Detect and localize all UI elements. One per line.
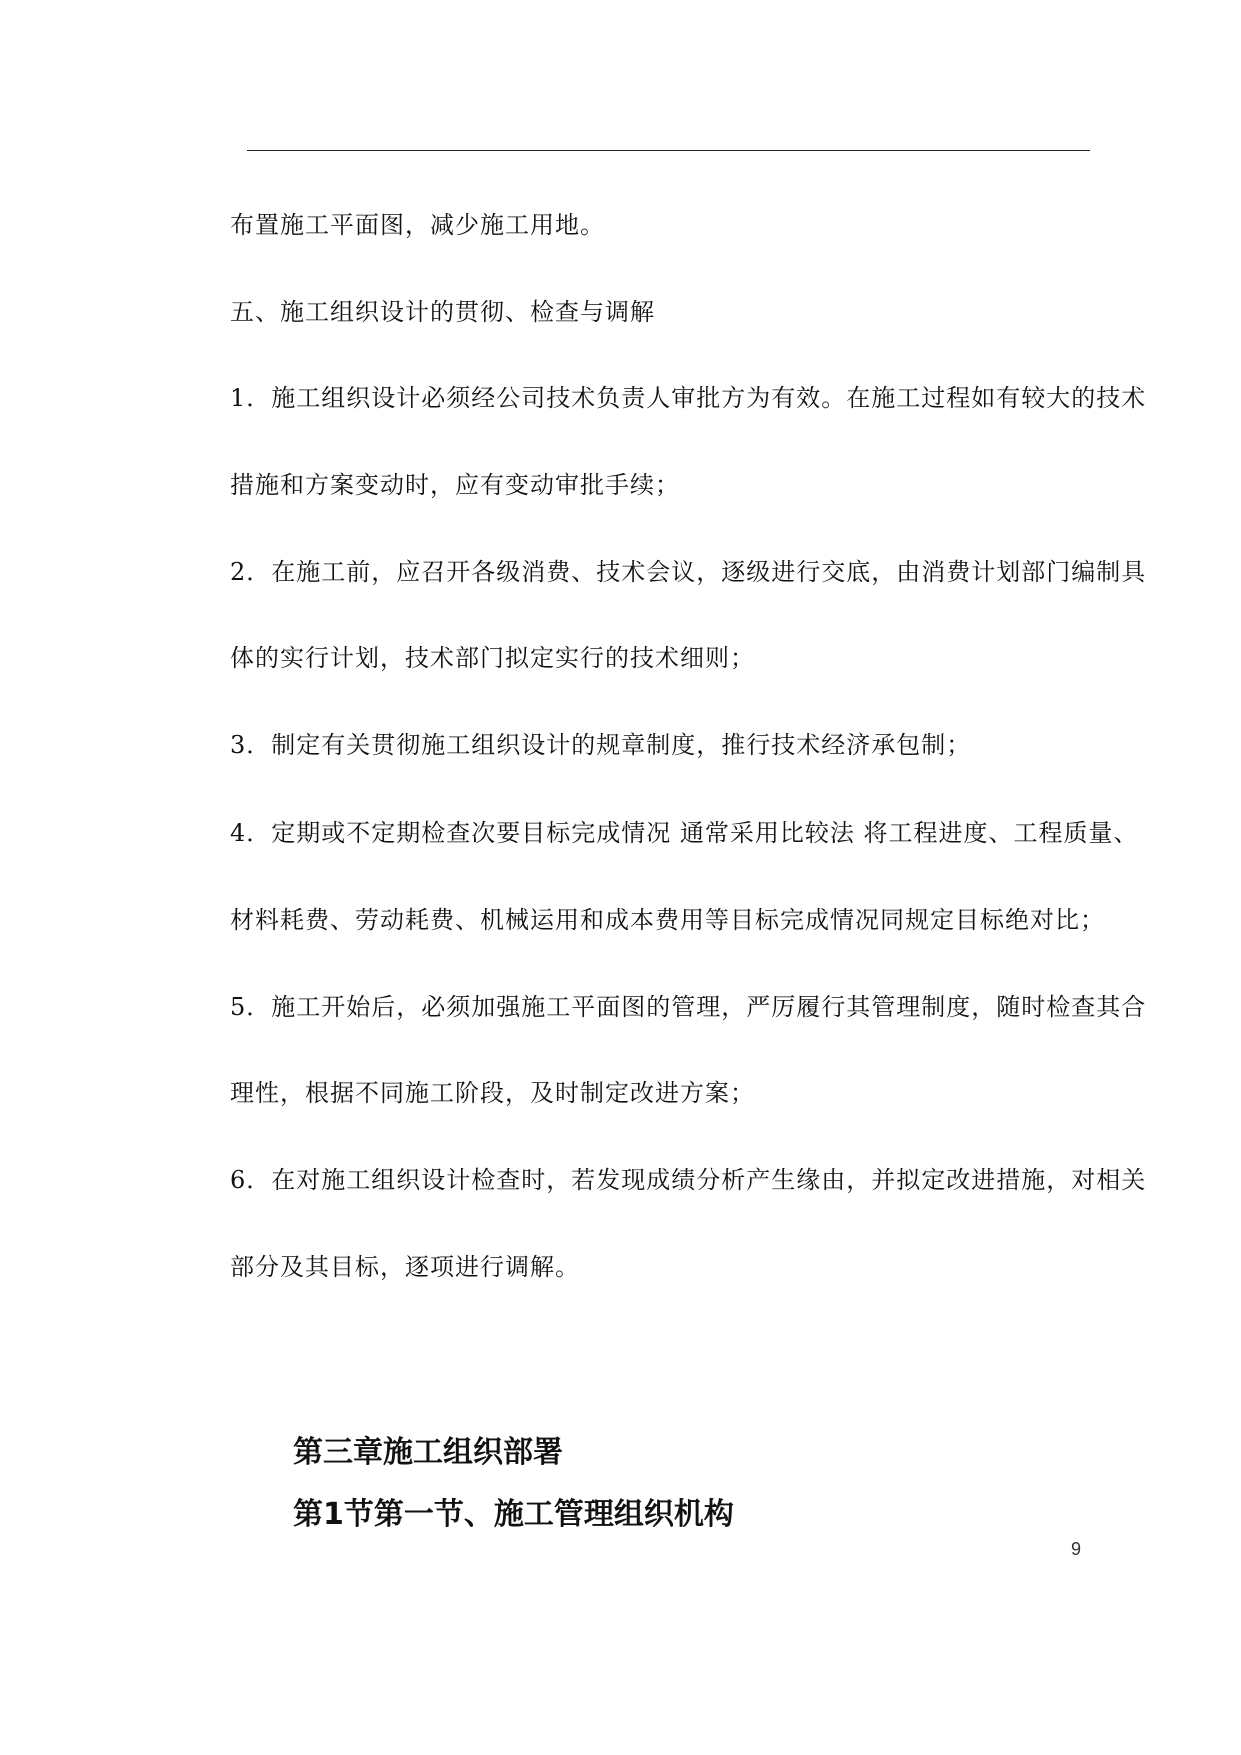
paragraph-line: 2．在施工前，应召开各级消费、技术会议，逐级进行交底，由消费计划部门编制具 — [230, 558, 1147, 586]
paragraph-line: 布置施工平面图，减少施工用地。 — [230, 211, 605, 239]
page-number: 9 — [1071, 1539, 1082, 1559]
section-title: 第1节第一节、施工管理组织机构 — [293, 1497, 734, 1532]
paragraph-line: 3．制定有关贯彻施工组织设计的规章制度，推行技术经济承包制； — [230, 731, 972, 759]
paragraph-line: 6．在对施工组织设计检查时，若发现成绩分析产生缘由，并拟定改进措施，对相关 — [230, 1166, 1147, 1194]
paragraph-line: 1．施工组织设计必须经公司技术负责人审批方为有效。在施工过程如有较大的技术 — [230, 384, 1147, 412]
header-rule — [247, 150, 1090, 151]
paragraph-line: 体的实行计划，技术部门拟定实行的技术细则； — [230, 644, 755, 672]
chapter-title: 第三章施工组织部署 — [293, 1435, 563, 1470]
section-heading-line: 五、施工组织设计的贯彻、检查与调解 — [230, 298, 655, 326]
paragraph-line: 部分及其目标，逐项进行调解。 — [230, 1253, 580, 1281]
paragraph-line: 4．定期或不定期检查次要目标完成情况 通常采用比较法 将工程进度、工程质量、 — [230, 819, 1139, 847]
paragraph-line: 理性，根据不同施工阶段，及时制定改进方案； — [230, 1079, 755, 1107]
paragraph-line: 措施和方案变动时，应有变动审批手续； — [230, 471, 680, 499]
paragraph-line: 5．施工开始后，必须加强施工平面图的管理，严厉履行其管理制度，随时检查其合 — [230, 993, 1147, 1021]
paragraph-line: 材料耗费、劳动耗费、机械运用和成本费用等目标完成情况同规定目标绝对比； — [230, 906, 1105, 934]
